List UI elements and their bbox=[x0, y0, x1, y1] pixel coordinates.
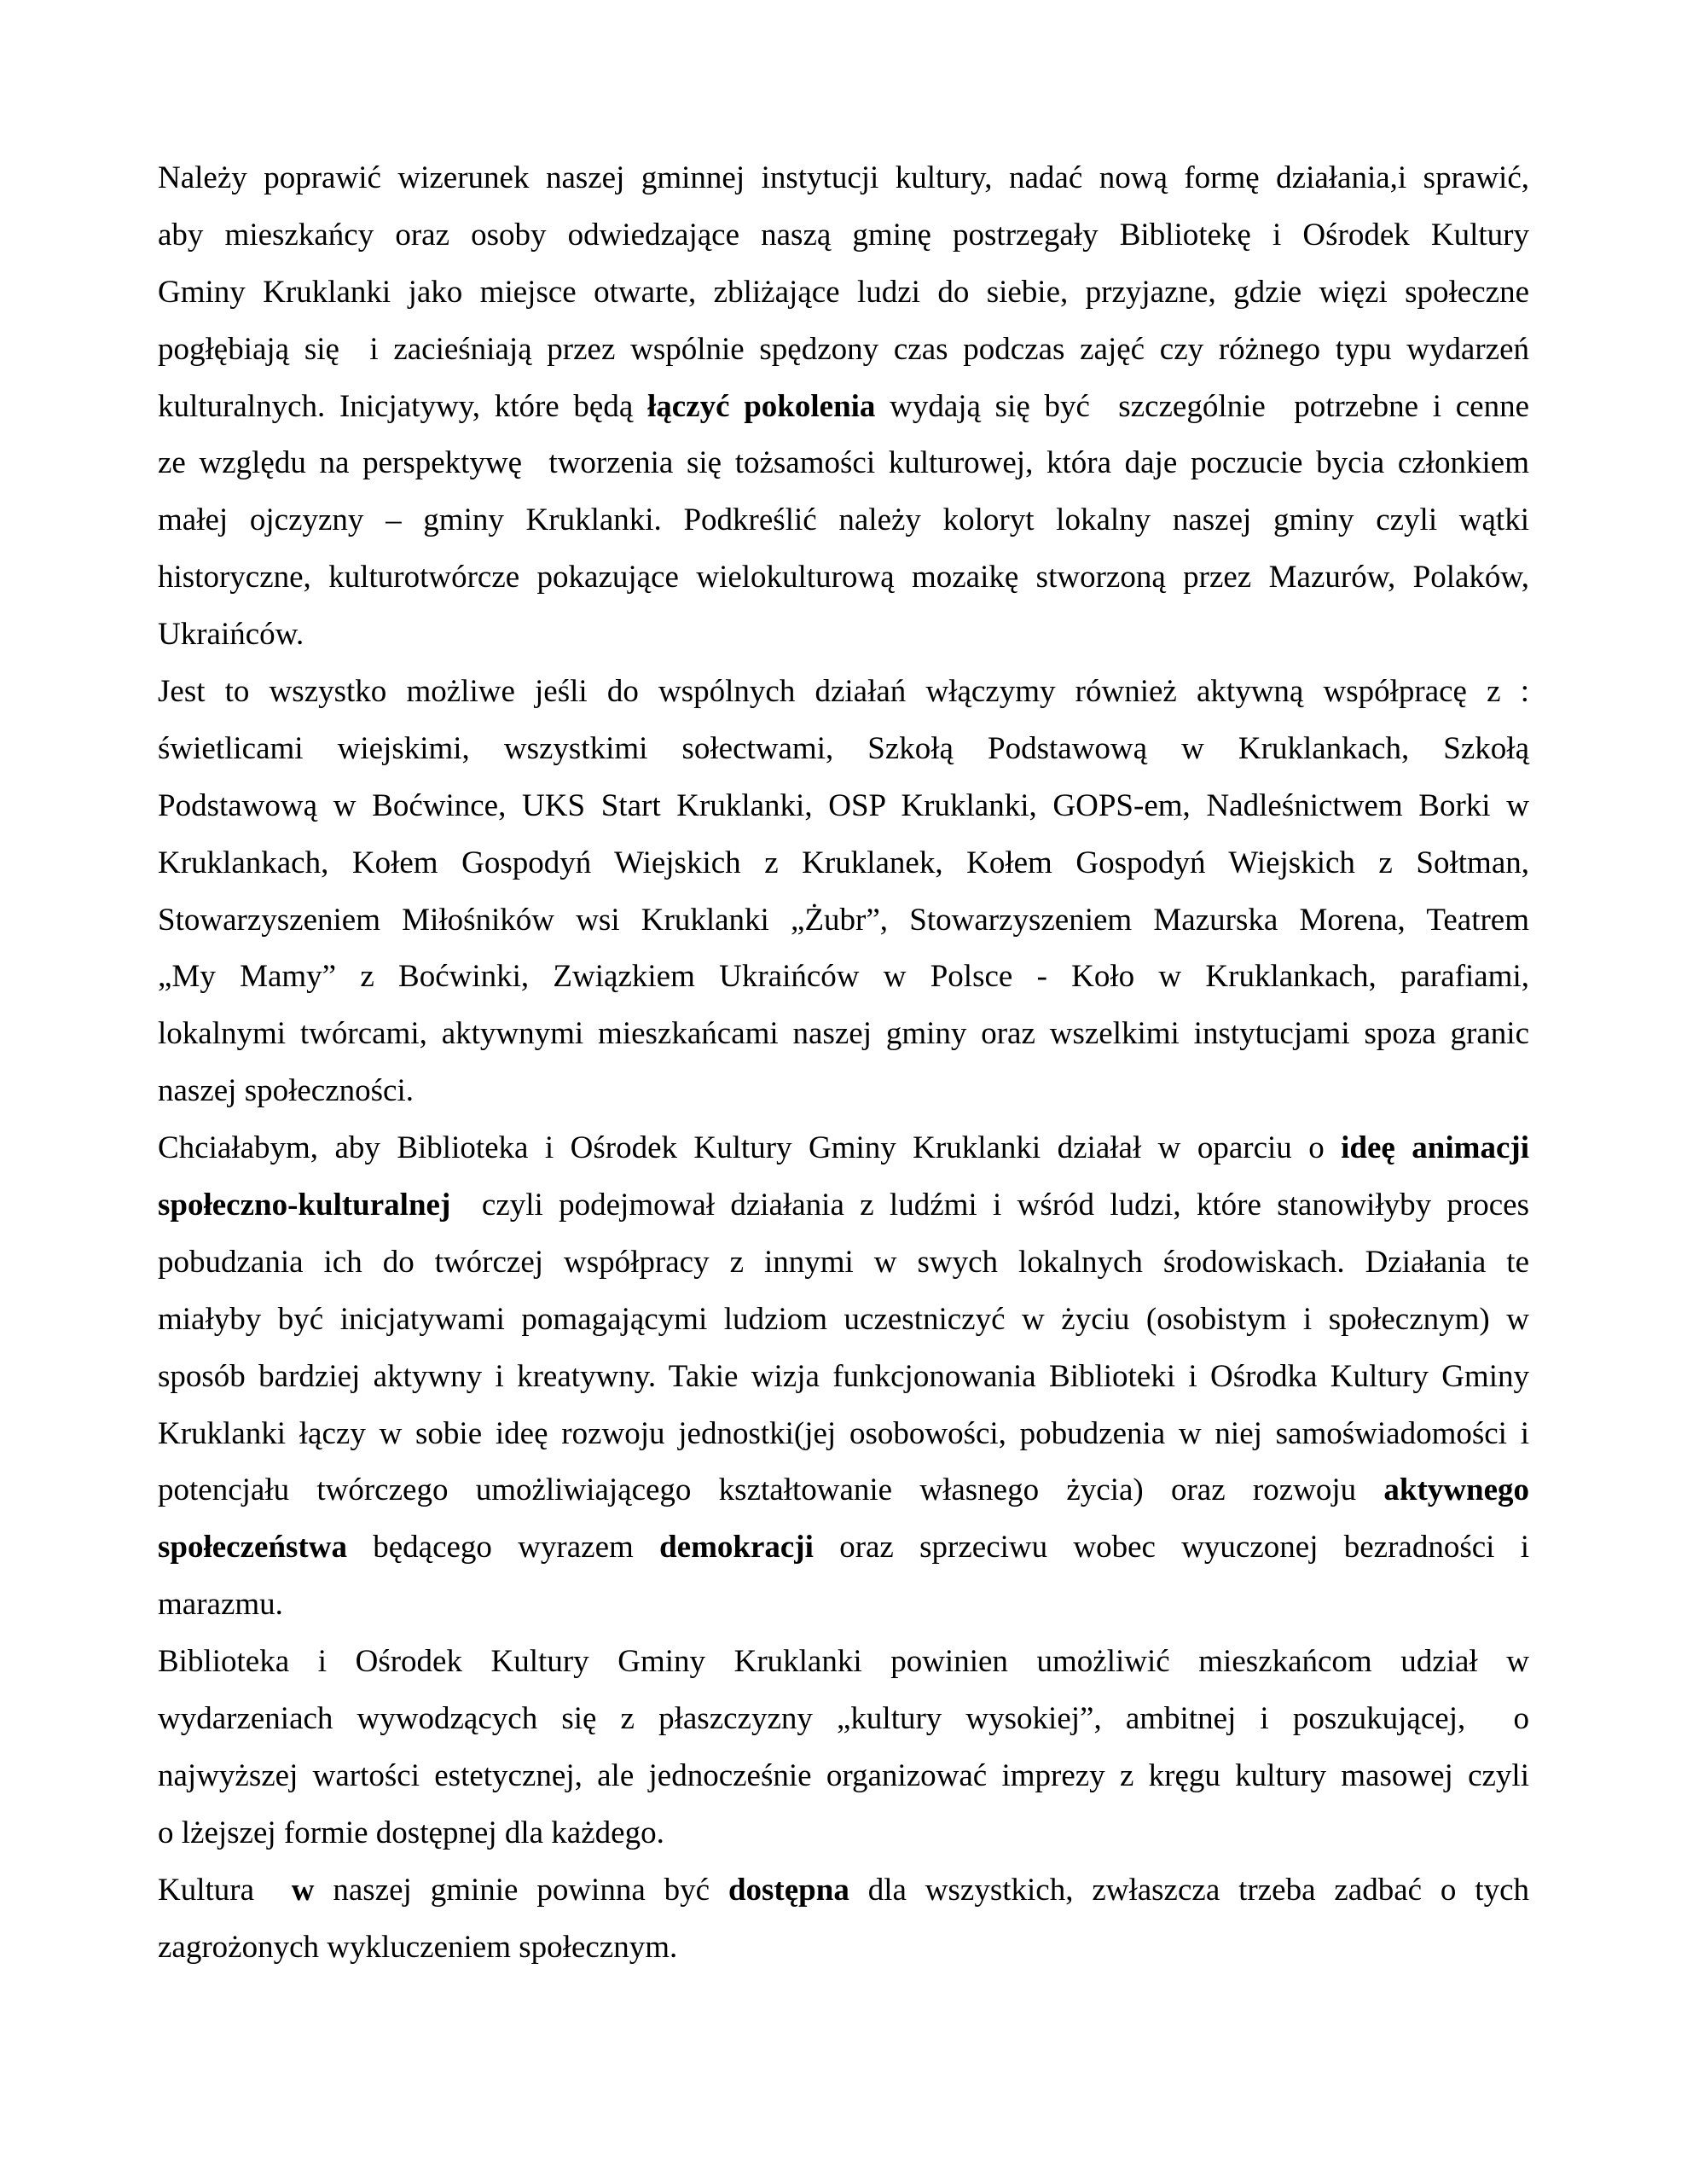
text-line bbox=[158, 1234, 1529, 1292]
body-text: Stowarzyszeniem Miłośników wsi Kruklanki „Żubr”, Stowarzyszeniem Mazurska Morena, Teatrem bbox=[158, 902, 1529, 938]
bold-text: demokracji bbox=[659, 1530, 814, 1565]
bold-text: dostępna bbox=[728, 1872, 849, 1908]
text-line bbox=[158, 1920, 1529, 1977]
text-line bbox=[158, 949, 1529, 1006]
paragraph bbox=[158, 1634, 1529, 1862]
text-line bbox=[158, 435, 1529, 492]
text-line bbox=[158, 664, 1529, 721]
body-text: będącego wyrazem bbox=[346, 1530, 660, 1565]
body-text: wydarzeniach wywodzących się z płaszczyzny „kultury wysokiej”, ambitnej i poszukującej, o bbox=[158, 1701, 1529, 1737]
bold-text: łączyć pokolenia bbox=[646, 388, 876, 424]
body-text: naszej społeczności. bbox=[158, 1073, 414, 1109]
body-text: Biblioteka i Ośrodek Kultury Gminy Kruklanki powinien umożliwić mieszkańcom udział w bbox=[158, 1644, 1529, 1680]
text-line bbox=[158, 835, 1529, 892]
paragraph bbox=[158, 1120, 1529, 1634]
text-line bbox=[158, 150, 1529, 207]
text-line bbox=[158, 1748, 1529, 1805]
text-line bbox=[158, 1862, 1529, 1920]
bold-text: społeczno-kulturalnej bbox=[158, 1188, 451, 1223]
body-text: dla wszystkich, zwłaszcza trzeba zadbać o tych bbox=[849, 1872, 1529, 1908]
body-text: wydają się być szczególnie potrzebne i cenne bbox=[875, 388, 1529, 424]
body-text: oraz sprzeciwu wobec wyuczonej bezradności i bbox=[813, 1530, 1529, 1565]
body-text: lokalnymi twórcami, aktywnymi mieszkańcami naszej gminy oraz wszelkimi instytucjami spoza granic bbox=[158, 1016, 1529, 1052]
body-text: sposób bardziej aktywny i kreatywny. Takie wizja funkcjonowania Biblioteki i Ośrodka Kultury Gminy bbox=[158, 1358, 1529, 1394]
body-text: pobudzania ich do twórczej współpracy z innymi w swych lokalnych środowiskach. Działania te bbox=[158, 1244, 1529, 1280]
body-text: Należy poprawić wizerunek naszej gminnej instytucji kultury, nadać nową formę działania,i sprawić, bbox=[158, 160, 1529, 195]
body-text: Kruklankach, Kołem Gospodyń Wiejskich z Kruklanek, Kołem Gospodyń Wiejskich z Sołtman, bbox=[158, 845, 1529, 880]
text-line bbox=[158, 1805, 1529, 1862]
bold-text: w bbox=[291, 1872, 315, 1908]
text-line bbox=[158, 1519, 1529, 1577]
document-page bbox=[158, 150, 1529, 1977]
body-text: czyli podejmował działania z ludźmi i wśród ludzi, które stanowiłyby proces bbox=[450, 1188, 1529, 1223]
text-line bbox=[158, 1006, 1529, 1063]
text-line bbox=[158, 379, 1529, 436]
text-line bbox=[158, 1577, 1529, 1634]
text-line bbox=[158, 778, 1529, 835]
body-text: małej ojczyzny – gminy Kruklanki. Podkreślić należy koloryt lokalny naszej gminy czyli wątki bbox=[158, 502, 1529, 538]
body-text: ze względu na perspektywę tworzenia się tożsamości kulturowej, która daje poczucie bycia członkiem bbox=[158, 445, 1529, 481]
text-line bbox=[158, 1292, 1529, 1349]
body-text: Kruklanki łączy w sobie ideę rozwoju jednostki(jej osobowości, pobudzenia w niej samoświadomości i bbox=[158, 1415, 1529, 1451]
paragraph bbox=[158, 664, 1529, 1120]
text-line bbox=[158, 1691, 1529, 1748]
bold-text: społeczeństwa bbox=[158, 1530, 347, 1565]
text-line bbox=[158, 549, 1529, 607]
body-text: Gminy Kruklanki jako miejsce otwarte, zbliżające ludzi do siebie, przyjazne, gdzie więzi społeczne bbox=[158, 274, 1529, 310]
text-line bbox=[158, 1063, 1529, 1120]
text-line bbox=[158, 1462, 1529, 1519]
body-text: Kultura bbox=[158, 1872, 292, 1908]
body-text: pogłębiają się i zacieśniają przez wspólnie spędzony czas podczas zajęć czy różnego typu wydarzeń bbox=[158, 331, 1530, 367]
body-text: o lżejszej formie dostępnej dla każdego. bbox=[158, 1815, 664, 1850]
text-line bbox=[158, 721, 1529, 778]
text-line bbox=[158, 1120, 1529, 1177]
text-line bbox=[158, 492, 1529, 549]
body-text: naszej gminie powinna być bbox=[314, 1872, 728, 1908]
body-text: świetlicami wiejskimi, wszystkimi sołectwami, Szkołą Podstawową w Kruklankach, Szkołą bbox=[158, 730, 1529, 766]
text-line bbox=[158, 322, 1529, 379]
bold-text: ideę animacji bbox=[1341, 1130, 1529, 1166]
body-text: Podstawową w Boćwince, UKS Start Kruklanki, OSP Kruklanki, GOPS-em, Nadleśnictwem Borki w bbox=[158, 787, 1529, 823]
body-text: historyczne, kulturotwórcze pokazujące wielokulturową mozaikę stworzoną przez Mazurów, Polaków, bbox=[158, 560, 1530, 595]
body-text: zagrożonych wykluczeniem społecznym. bbox=[158, 1929, 678, 1965]
body-text: aby mieszkańcy oraz osoby odwiedzające naszą gminę postrzegały Bibliotekę i Ośrodek Kultury bbox=[158, 217, 1530, 253]
body-text: marazmu. bbox=[158, 1587, 283, 1623]
text-line bbox=[158, 1406, 1529, 1463]
text-line bbox=[158, 207, 1529, 264]
body-text: Ukraińców. bbox=[158, 617, 304, 653]
text-line bbox=[158, 892, 1529, 950]
text-line bbox=[158, 1177, 1529, 1234]
bold-text: aktywnego bbox=[1383, 1472, 1529, 1508]
body-text: Chciałabym, aby Biblioteka i Ośrodek Kultury Gminy Kruklanki działał w oparciu o bbox=[158, 1130, 1342, 1166]
text-line bbox=[158, 1634, 1529, 1691]
body-text: najwyższej wartości estetycznej, ale jednocześnie organizować imprezy z kręgu kultury masowej czyli bbox=[158, 1757, 1529, 1793]
text-line bbox=[158, 607, 1529, 664]
text-line bbox=[158, 264, 1529, 322]
body-text: potencjału twórczego umożliwiającego kształtowanie własnego życia) oraz rozwoju bbox=[158, 1472, 1384, 1508]
paragraph bbox=[158, 1862, 1529, 1977]
text-line bbox=[158, 1349, 1529, 1406]
body-text: Jest to wszystko możliwe jeśli do wspólnych działań włączymy również aktywną współpracę z : bbox=[158, 674, 1529, 710]
body-text: kulturalnych. Inicjatywy, które będą bbox=[158, 388, 647, 424]
paragraph bbox=[158, 150, 1529, 664]
body-text: „My Mamy” z Boćwinki, Związkiem Ukraińców w Polsce - Koło w Kruklankach, parafiami, bbox=[158, 959, 1529, 995]
body-text: miałyby być inicjatywami pomagającymi ludziom uczestniczyć w życiu (osobistym i społecznym) w bbox=[158, 1301, 1529, 1337]
